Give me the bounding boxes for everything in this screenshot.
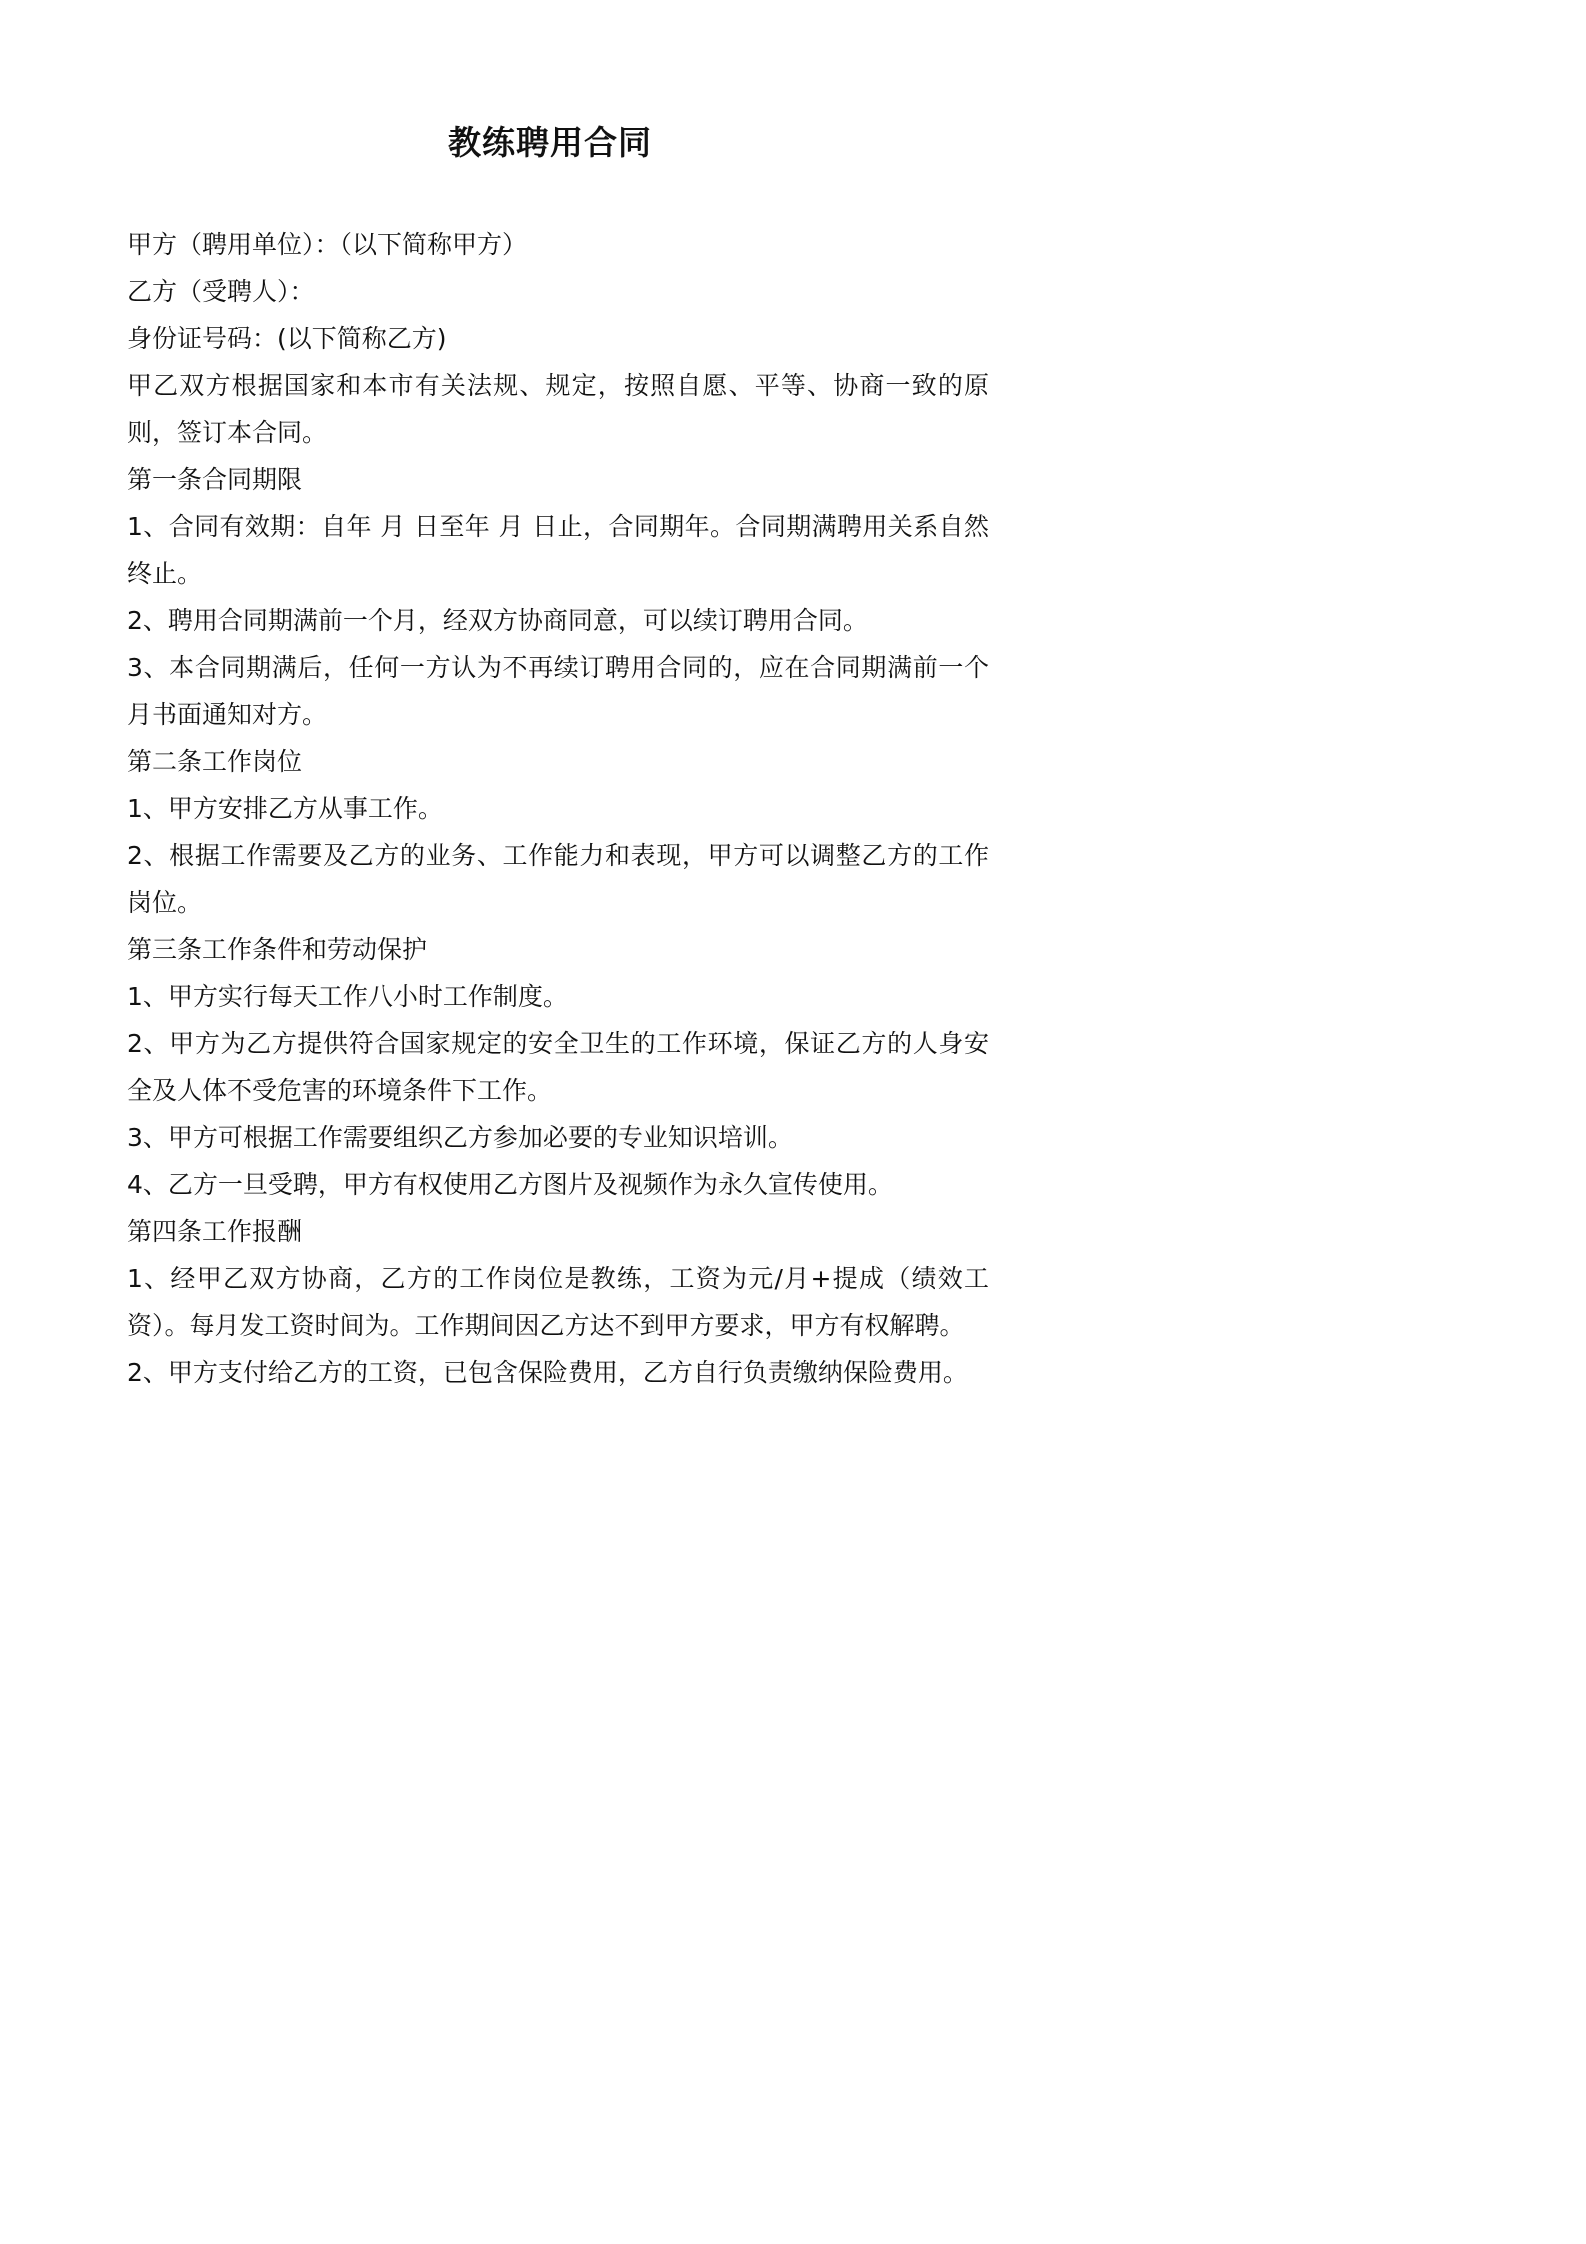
- document-title: 教练聘用合同: [448, 123, 652, 162]
- article-3-clause-2: 2、甲方为乙方提供符合国家规定的安全卫生的工作环境，保证乙方的人身安全及人体不受危害的环境条件下工作。: [127, 1029, 989, 1105]
- article-3-heading: 第三条工作条件和劳动保护: [127, 935, 428, 964]
- article-4-clause-1: 1、经甲乙双方协商，乙方的工作岗位是教练，工资为元/月+提成（绩效工资）。每月发工资时间为。工作期间因乙方达不到甲方要求，甲方有权解聘。: [127, 1264, 989, 1340]
- article-3-clause-4: 4、乙方一旦受聘，甲方有权使用乙方图片及视频作为永久宣传使用。: [127, 1170, 893, 1199]
- article-1-clause-2: 2、聘用合同期满前一个月，经双方协商同意，可以续订聘用合同。: [127, 606, 868, 635]
- article-1-heading: 第一条合同期限: [127, 465, 303, 494]
- party-b-line: 乙方（受聘人）：: [127, 277, 315, 306]
- document-page: [0, 0, 1100, 1556]
- party-a-line: 甲方（聘用单位）：（以下简称甲方）: [127, 230, 528, 259]
- article-3-clause-1: 1、甲方实行每天工作八小时工作制度。: [127, 982, 568, 1011]
- article-2-clause-1: 1、甲方安排乙方从事工作。: [127, 794, 443, 823]
- preamble-paragraph: 甲乙双方根据国家和本市有关法规、规定，按照自愿、平等、协商一致的原则，签订本合同。: [127, 371, 989, 447]
- document-body: [127, 221, 989, 1396]
- article-2-clause-2: 2、根据工作需要及乙方的业务、工作能力和表现，甲方可以调整乙方的工作岗位。: [127, 841, 989, 917]
- article-4-heading: 第四条工作报酬: [127, 1217, 303, 1246]
- id-number-line: 身份证号码：(以下简称乙方): [127, 324, 447, 353]
- article-2-heading: 第二条工作岗位: [127, 747, 303, 776]
- article-4-clause-2: 2、甲方支付给乙方的工资，已包含保险费用，乙方自行负责缴纳保险费用。: [127, 1358, 968, 1387]
- article-1-clause-1: 1、合同有效期：自年 月 日至年 月 日止，合同期年。合同期满聘用关系自然终止。: [127, 512, 989, 588]
- article-3-clause-3: 3、甲方可根据工作需要组织乙方参加必要的专业知识培训。: [127, 1123, 793, 1152]
- article-1-clause-3: 3、本合同期满后，任何一方认为不再续订聘用合同的，应在合同期满前一个月书面通知对方。: [127, 653, 989, 729]
